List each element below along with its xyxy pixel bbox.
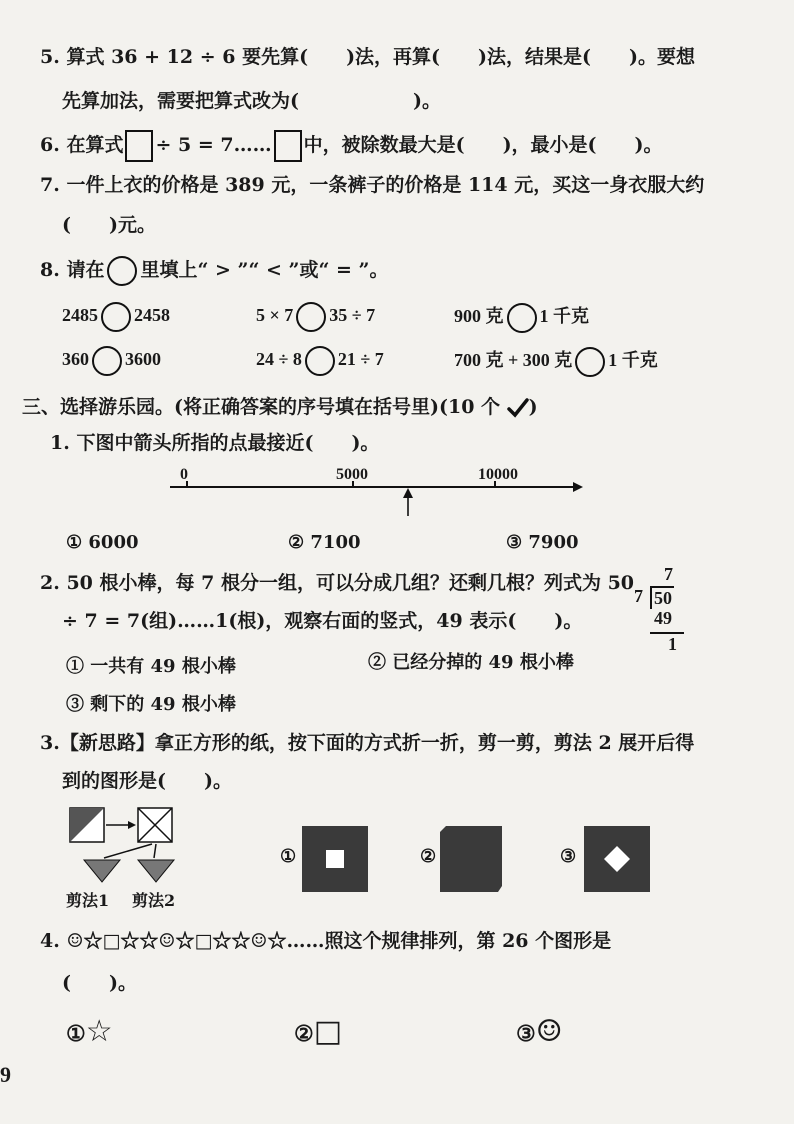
compare-left: 2485 bbox=[62, 305, 98, 326]
compare-left: 900 克 bbox=[454, 306, 504, 326]
s3q3-option-2-label[interactable]: ② bbox=[420, 846, 437, 867]
s3q2-option-2[interactable]: ② 已经分掉的 49 根小棒 bbox=[368, 652, 574, 673]
s3q1-option-3[interactable]: ③ 7900 bbox=[506, 532, 579, 553]
compare-left: 5 × 7 bbox=[256, 305, 294, 326]
compare-right: 3600 bbox=[125, 349, 161, 370]
tick-label-5000: 5000 bbox=[336, 466, 368, 483]
compare-circle[interactable] bbox=[101, 302, 131, 332]
q6-prefix: 6. 在算式 bbox=[40, 134, 124, 156]
compare-item-3 bbox=[454, 302, 589, 333]
s3q2-line1: 2. 50 根小棒，每 7 根分一组，可以分成几组？还剩几根？列式为 50 bbox=[40, 572, 635, 594]
q5-line1: 5. 算式 36 + 12 ÷ 6 要先算( )法，再算( )法，结果是( )。要想 bbox=[40, 46, 696, 68]
compare-circle[interactable] bbox=[296, 302, 326, 332]
compare-circle-sample bbox=[107, 256, 137, 286]
compare-right: 2458 bbox=[134, 305, 170, 326]
s3q4-sequence: 4. ☺☆□☆☆☺☆□☆☆☺☆……照这个规律排列，第 26 个图形是 bbox=[40, 930, 612, 952]
s3q3-option-3-label[interactable]: ③ bbox=[560, 846, 577, 867]
q7-line2: ( )元。 bbox=[62, 214, 156, 236]
division-quotient: 7 bbox=[664, 564, 673, 584]
compare-item-4 bbox=[62, 346, 161, 376]
checkmark-icon bbox=[507, 398, 529, 418]
option-1-square-hole-icon[interactable] bbox=[302, 826, 370, 892]
s3q2-option-1[interactable]: ① 一共有 49 根小棒 bbox=[66, 656, 236, 677]
compare-item-2 bbox=[256, 302, 375, 332]
compare-circle[interactable] bbox=[575, 347, 605, 377]
q5-line2: 先算加法，需要把算式改为( )。 bbox=[62, 90, 441, 112]
compare-item-1 bbox=[62, 302, 170, 332]
s3q4-option-2[interactable]: ②□ bbox=[294, 1014, 343, 1049]
s3q4-option-1[interactable]: ①☆ bbox=[66, 1014, 113, 1049]
option-2-notched-square-icon[interactable] bbox=[440, 826, 508, 892]
cut-triangle-2-icon bbox=[138, 860, 174, 882]
tick-label-0: 0 bbox=[180, 466, 188, 483]
q8-prompt bbox=[40, 256, 774, 286]
q7-line1: 7. 一件上衣的价格是 389 元，一条裤子的价格是 114 元，买这一身衣服大约 bbox=[40, 174, 705, 196]
compare-left: 700 克 + 300 克 bbox=[454, 350, 573, 370]
division-divisor: 7 bbox=[634, 586, 643, 606]
cut-method-1-label: 剪法1 bbox=[66, 891, 110, 910]
q6-suffix: 中，被除数最大是( )，最小是( )。 bbox=[303, 134, 663, 156]
compare-item-5 bbox=[256, 346, 384, 376]
compare-right: 1 千克 bbox=[608, 350, 658, 370]
long-division bbox=[628, 564, 688, 654]
compare-right: 21 ÷ 7 bbox=[337, 349, 384, 370]
s3q4-option-3[interactable]: ③☺ bbox=[516, 1014, 563, 1049]
s3q2-line2: ÷ 7 = 7(组)……1(根)，观察右面的竖式，49 表示( )。 bbox=[62, 610, 583, 632]
q8-prompt-b: 里填上“ > ”“ < ”或“ = ”。 bbox=[140, 259, 389, 281]
s3q1-question: 1. 下图中箭头所指的点最接近( )。 bbox=[50, 432, 380, 454]
s3q3-line1: 3.【新思路】拿正方形的纸，按下面的方式折一折，剪一剪，剪法 2 展开后得 bbox=[40, 732, 695, 754]
s3q4-line2: ( )。 bbox=[62, 972, 137, 994]
compare-circle[interactable] bbox=[507, 303, 537, 333]
square-icon: □ bbox=[313, 1014, 343, 1049]
compare-circle[interactable] bbox=[92, 346, 122, 376]
remainder-blank-box[interactable] bbox=[274, 130, 302, 162]
dividend-blank-box[interactable] bbox=[125, 130, 153, 162]
star-icon: ☆ bbox=[85, 1014, 113, 1049]
q6-line bbox=[40, 130, 774, 162]
compare-right: 35 ÷ 7 bbox=[329, 305, 376, 326]
division-dividend: 50 bbox=[650, 586, 674, 609]
option-3-diamond-hole-icon[interactable] bbox=[584, 826, 652, 892]
compare-right: 1 千克 bbox=[539, 306, 589, 326]
q8-prompt-a: 8. 请在 bbox=[40, 259, 105, 281]
tick-label-10000: 10000 bbox=[478, 466, 518, 483]
s3q1-option-2[interactable]: ② 7100 bbox=[288, 532, 361, 553]
division-remainder: 1 bbox=[668, 634, 677, 654]
compare-left: 24 ÷ 8 bbox=[256, 349, 302, 370]
s3q1-option-1[interactable]: ① 6000 bbox=[66, 532, 139, 553]
folding-diagram bbox=[64, 806, 194, 888]
compare-item-6 bbox=[454, 346, 658, 377]
number-line bbox=[165, 462, 585, 520]
section-3-title: 三、选择游乐园。(将正确答案的序号填在括号里)(10 个 ) bbox=[22, 396, 538, 418]
q6-middle: ÷ 5 = 7…… bbox=[155, 134, 272, 156]
s3q3-line2: 到的图形是( )。 bbox=[62, 770, 232, 792]
arrowhead-icon bbox=[573, 482, 583, 492]
s3q3-option-1-label[interactable]: ① bbox=[280, 846, 297, 867]
cut-triangle-1-icon bbox=[84, 860, 120, 882]
page-number: 9 bbox=[0, 1062, 11, 1087]
cut-method-2-label: 剪法2 bbox=[132, 891, 176, 910]
compare-left: 360 bbox=[62, 349, 89, 370]
s3q2-option-3[interactable]: ③ 剩下的 49 根小棒 bbox=[66, 694, 236, 715]
compare-circle[interactable] bbox=[305, 346, 335, 376]
division-rule bbox=[650, 632, 684, 634]
smiley-icon: ☺ bbox=[535, 1014, 563, 1049]
division-product: 49 bbox=[654, 608, 672, 628]
